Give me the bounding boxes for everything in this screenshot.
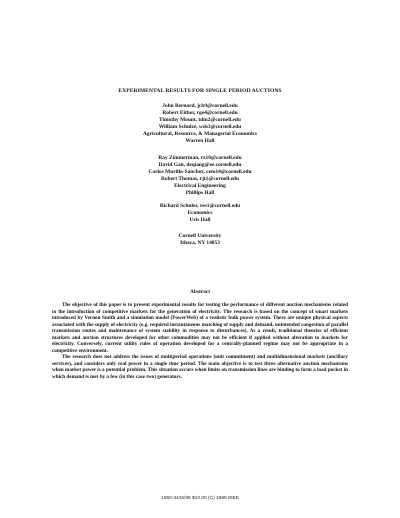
- abstract-heading: Abstract: [189, 289, 211, 295]
- author-line: Timothy Mount, tdm2@cornell.edu: [159, 117, 241, 123]
- author-line: William Schulze, wds3@cornell.edu: [158, 124, 242, 130]
- author-group-arme: [0, 103, 400, 145]
- author-line: John Bernard, jcb9@cornell.edu: [162, 103, 238, 109]
- author-line: Ray Zimmerman, rz10@cornell.edu: [158, 155, 242, 161]
- affiliation-building: Phillips Hall: [185, 190, 215, 196]
- author-line: Richard Schuler, res1@cornell.edu: [159, 203, 241, 209]
- author-line: Carlos Murillo-Sánchez, cem14@cornell.edu: [148, 169, 252, 175]
- author-line: Robert Either, rge4@cornell.edu: [162, 110, 238, 116]
- abstract-body: [52, 302, 348, 380]
- affiliation-building: Uris Hall: [189, 217, 211, 223]
- author-line: Robert Thomas, rjt1@cornell.edu: [161, 176, 239, 182]
- institution-address: Ithaca, NY 14853: [180, 240, 220, 246]
- affiliation-department: Electrical Engineering: [174, 183, 226, 189]
- author-group-economics: [0, 203, 400, 224]
- institution-block: [0, 233, 400, 247]
- paper-title: EXPERIMENTAL RESULTS FOR SINGLE PERIOD AUCTIONS: [118, 88, 282, 94]
- institution-name: Cornell University: [178, 233, 222, 239]
- abstract-paragraph: The research does not address the issues of multiperiod operations (unit commitment) and multidimensional markets (ancillary services), and considers only real power in a single time period. The main objective is to test three alternative auction mechanisms when market power is a potential problem. This situation occurs when limits on transmission lines are binding to form a load pocket in which demand is met by a few (in this case two) generators.: [52, 354, 348, 380]
- author-group-ee: [0, 155, 400, 197]
- affiliation-building: Warren Hall: [185, 138, 215, 144]
- copyright-footer: 1060-3425/98 $10.00 (C) 1998 IEEE: [161, 496, 239, 501]
- affiliation-department: Agricultural, Resource, & Managerial Economics: [143, 131, 257, 137]
- abstract-paragraph: The objective of this paper is to present experimental results for testing the performance of different auction mechanisms related to the introduction of competitive markets for the generation of electricity. The research is based on the concept of smart markets introduced by Vernon Smith and a simulation model (PowerWeb) of a realistic bulk power system. There are unique physical aspects associated with the supply of electricity (e.g. required instantaneous matching of supply and demand, unintended congestion of parallel transmission routes and maintenance of system stability in response to disturbances). As a result, traditional theories of efficient markets and auction structures developed for other commodities may not be efficient if applied without alteration to markets for electricity. Conversely, current utility rules of operation developed for a centrally-planned regime may not be appropriate in a competitive environment.: [52, 302, 348, 354]
- affiliation-department: Economics: [187, 210, 213, 216]
- author-line: David Gan, deqiang@ee.cornell.edu: [158, 162, 242, 168]
